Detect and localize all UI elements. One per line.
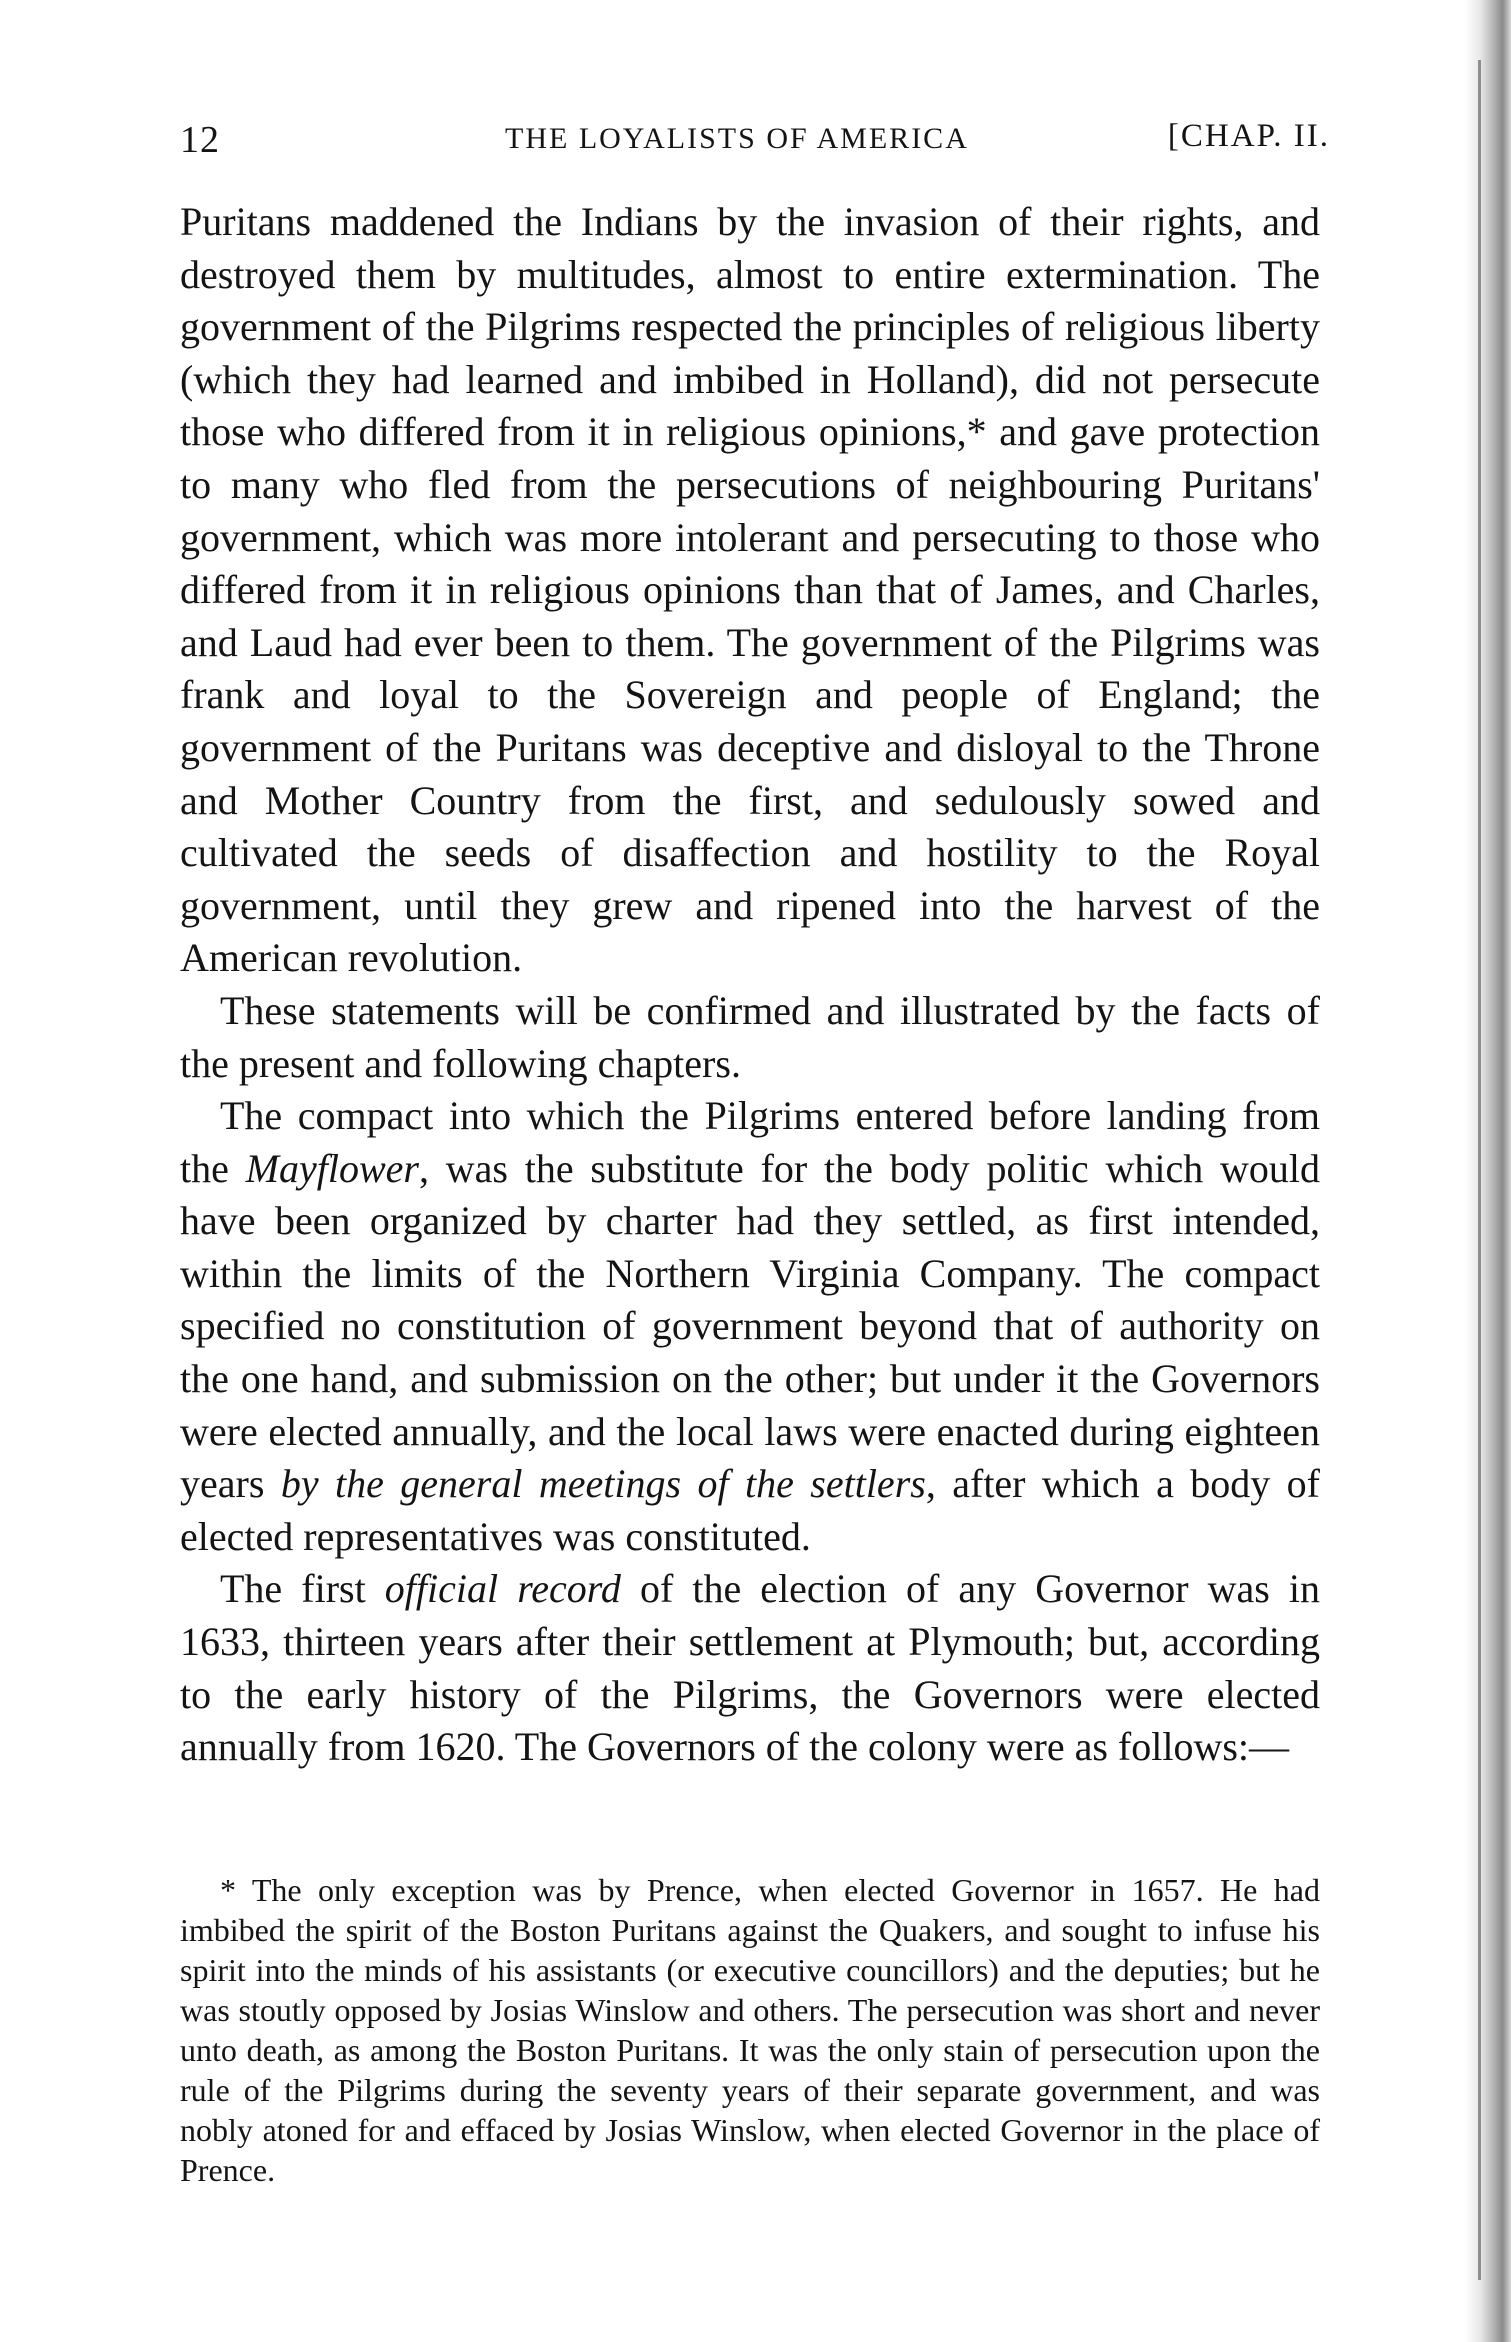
paragraph-3-text-a: The compact into which the Pilgrims entered before landing from the <box>180 1093 1320 1191</box>
footnote-text: * The only exception was by Prence, when elected Governor in 1657. He had imbibed the spirit of the Boston Puritans against the Quakers, and sought to infuse his spirit into the minds of his assistants (or executive councillors) and the deputies; but he was stoutly opposed by Josias Winslow and others. The persecution was short and never unto death, as among the Boston Puritans. It was the only stain of persecution upon the rule of the Pilgrims during the seventy years of their separate government, and was nobly atoned for and effaced by Josias Winslow, when elected Governor in the place of Prence. <box>180 1872 1320 2188</box>
footnote <box>180 1870 1320 2190</box>
running-head <box>180 118 1330 168</box>
paragraph-3-text-c: , after which a body of elected representatives was constituted. <box>180 1461 1320 1559</box>
paragraph-3-italic: by the general meetings of the settlers <box>280 1461 926 1507</box>
paragraph-4 <box>180 1563 1320 1773</box>
paragraph-2: These statements will be confirmed and illustrated by the facts of the present and following chapters. <box>180 987 1320 1086</box>
binding-edge-line <box>1478 60 1481 2280</box>
binding-edge-shadow <box>1465 0 1511 2342</box>
running-title: THE LOYALISTS OF AMERICA <box>505 122 969 155</box>
paragraph-4-text-b: of the election of any Governor was in 1633, thirteen years after their settlement at Plymouth; but, according to the early history of the Pilgrims, the Governors were elected annually from 1620. The Governors of the colony were as follows:— <box>180 1566 1320 1770</box>
paragraph-3 <box>180 1090 1320 1563</box>
ship-name: Mayflower <box>245 1145 419 1191</box>
body-text <box>180 196 1320 1774</box>
paragraph-4-text-a: The first <box>220 1566 385 1612</box>
paragraph-1: Puritans maddened the Indians by the invasion of their rights, and destroyed them by multitudes, almost to entire extermination. The government of the Pilgrims respected the principles of religious liberty (which they had learned and imbibed in Holland), did not persecute those who differed from it in religious opinions,* and gave protection to many who fled from the persecutions of neighbouring Puritans' government, which was more intolerant and persecuting to those who differed from it in religious opinions than that of James, and Charles, and Laud had ever been to them. The government of the Pilgrims was frank and loyal to the Sovereign and people of England; the government of the Puritans was deceptive and disloyal to the Throne and Mother Country from the first, and sedulously sowed and cultivated the seeds of disaffection and hostility to the Royal government, until they grew and ripened into the harvest of the American revolution. <box>180 199 1320 981</box>
paragraph-3-text-b: , was the substitute for the body politic which would have been organized by charter had they settled, as first intended, within the limits of the Northern Virginia Company. The compact specified no constitution of government beyond that of authority on the one hand, and submission on the other; but under it the Governors were elected annually, and the local laws were enacted during eighteen years <box>180 1145 1320 1507</box>
chapter-marker: [CHAP. II. <box>1167 118 1330 154</box>
paragraph-4-italic: official record <box>384 1566 621 1612</box>
page-number: 12 <box>180 119 220 161</box>
